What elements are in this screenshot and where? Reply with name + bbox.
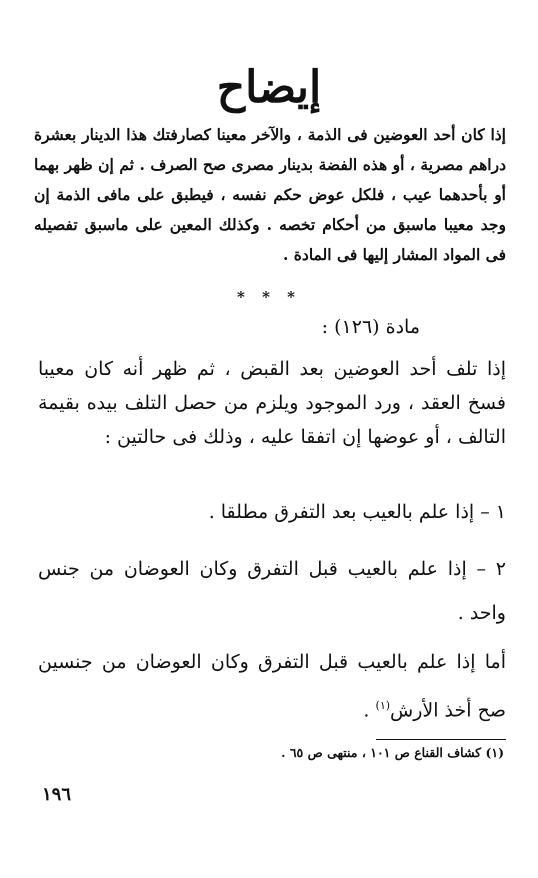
closing-text: أما إذا علم بالعيب قبل التفرق وكان العوضان من جنسين صح أخذ الأرش: [38, 651, 506, 722]
case-item-1: ١ – إذا علم بالعيب بعد التفرق مطلقا .: [208, 501, 506, 523]
footnote: (١) كشاف القناع ص ١٠١ ، منتهى ص ٦٥ .: [281, 745, 504, 760]
page-number: ١٩٦: [42, 784, 72, 805]
closing-end: .: [363, 699, 376, 722]
closing-paragraph: [38, 640, 506, 732]
footnote-rule: [376, 739, 506, 740]
article-title: مادة (١٢٦) :: [321, 316, 420, 338]
section-heading: إيضاح: [216, 62, 322, 113]
case-item-2: ٢ – إذا علم بالعيب قبل التفرق وكان العوضان من جنس واحد .: [38, 558, 506, 624]
footnote-marker: (١): [375, 699, 391, 712]
explanation-paragraph: إذا كان أحد العوضين فى الذمة ، والآخر معينا كصارفتك هذا الدينار بعشرة دراهم مصرية ، أو هذه الفضة بدينار مصرى صح الصرف . ثم إن ظهر بهما أو بأحدهما عيب ، فلكل عوض حكم نفسه ، فيطبق على مافى الذمة إن وجد معيبا ماسبق من أحكام تخصه . وكذلك المعين على ماسبق تفصيله فى المواد المشار إليها فى المادة .: [34, 125, 506, 264]
section-separator: * * *: [237, 288, 301, 306]
article-body: إذا تلف أحد العوضين بعد القبض ، ثم ظهر أنه كان معيبا فسخ العقد ، ورد الموجود ويلزم من حصل التلف بيده بقيمة التالف ، أو عوضها إن اتفقا عليه ، وذلك فى حالتين :: [38, 358, 506, 448]
